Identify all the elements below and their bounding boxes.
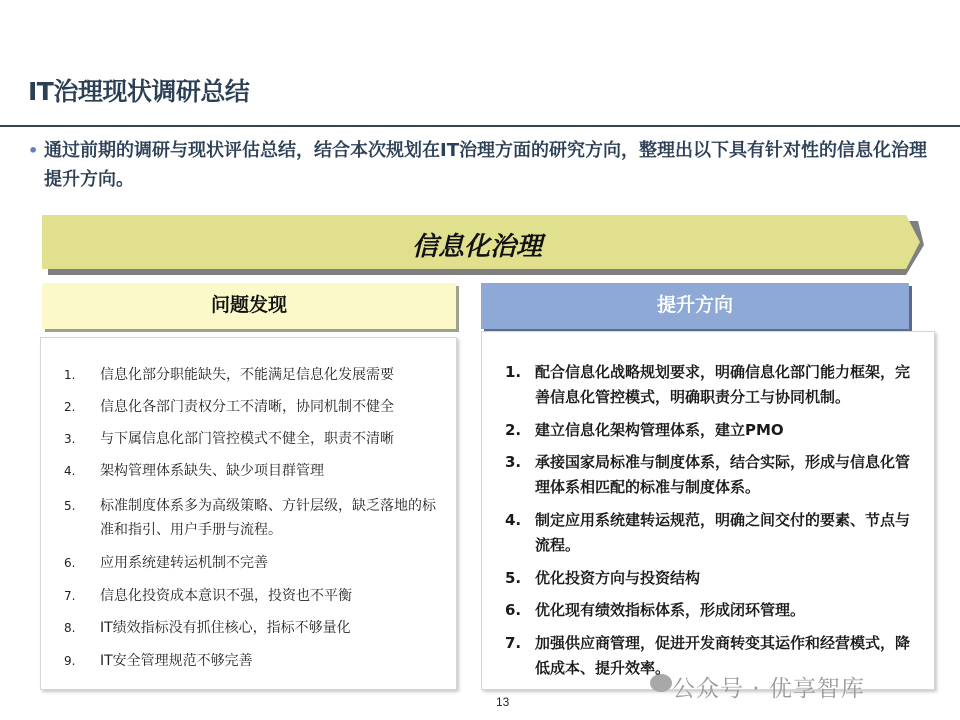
item-number: 2. <box>505 421 522 439</box>
item-number: 5. <box>505 569 522 587</box>
page-number: 13 <box>496 695 510 709</box>
slide-title: IT治理现状调研总结 <box>28 77 250 106</box>
item-text: 建立信息化架构管理体系，建立PMO <box>535 421 784 439</box>
item-text: IT绩效指标没有抓住核心，指标不够量化 <box>100 620 351 636</box>
item-number: 6. <box>505 601 522 619</box>
item-number: 4. <box>505 511 522 529</box>
intro-text: 通过前期的调研与现状评估总结，结合本次规划在IT治理方面的研究方向，整理出以下具有针对性的信息化治理提升方向。 <box>44 140 927 190</box>
problem-item <box>64 649 440 673</box>
intro-bullet <box>28 136 928 194</box>
problems-header: 问题发现 <box>42 283 456 329</box>
item-number: 8. <box>64 621 76 635</box>
improvement-item <box>505 450 915 500</box>
item-number: 9. <box>64 654 76 668</box>
item-number: 1. <box>505 363 522 381</box>
improvement-item <box>505 508 915 558</box>
item-number: 3. <box>64 432 76 446</box>
item-number: 3. <box>505 453 522 471</box>
item-text: 架构管理体系缺失、缺少项目群管理 <box>100 463 324 479</box>
item-text: 配合信息化战略规划要求，明确信息化部门能力框架，完善信息化管控模式，明确职责分工与协同机制。 <box>535 363 911 406</box>
banner-title: 信息化治理 <box>411 232 542 262</box>
problem-item <box>64 584 440 608</box>
item-text: 信息化各部门责权分工不清晰，协同机制不健全 <box>100 399 394 415</box>
problem-item <box>64 459 440 483</box>
item-text: 优化投资方向与投资结构 <box>535 569 701 587</box>
item-text: 信息化投资成本意识不强，投资也不平衡 <box>100 588 352 604</box>
item-number: 1. <box>64 368 76 382</box>
improvement-item <box>505 598 915 623</box>
problem-item <box>64 616 440 640</box>
item-text: 应用系统建转运机制不完善 <box>100 555 268 571</box>
item-text: 信息化部分职能缺失，不能满足信息化发展需要 <box>100 367 394 383</box>
item-text: IT安全管理规范不够完善 <box>100 653 253 669</box>
item-text: 加强供应商管理，促进开发商转变其运作和经营模式，降低成本、提升效率。 <box>535 634 911 677</box>
item-number: 5. <box>64 499 76 513</box>
improvement-item <box>505 360 915 410</box>
problem-item <box>64 494 440 542</box>
problem-item <box>64 395 440 419</box>
item-number: 6. <box>64 556 76 570</box>
item-number: 7. <box>64 589 76 603</box>
item-number: 4. <box>64 464 76 478</box>
bullet-icon: • <box>28 141 39 160</box>
watermark: 公众号 · 优享智库 <box>672 676 865 702</box>
item-text: 承接国家局标准与制度体系，结合实际，形成与信息化管理体系相匹配的标准与制度体系。 <box>535 453 911 496</box>
item-number: 7. <box>505 634 522 652</box>
improvement-item <box>505 566 915 591</box>
title-divider <box>0 125 960 127</box>
problem-item <box>64 363 440 387</box>
item-text: 与下属信息化部门管控模式不健全，职责不清晰 <box>100 431 394 447</box>
problem-item <box>64 427 440 451</box>
problem-item <box>64 551 440 575</box>
improvements-header: 提升方向 <box>481 283 909 329</box>
item-text: 制定应用系统建转运规范，明确之间交付的要素、节点与流程。 <box>535 511 911 554</box>
improvement-item <box>505 418 915 443</box>
item-text: 标准制度体系多为高级策略、方针层级，缺乏落地的标准和指引、用户手册与流程。 <box>100 498 436 538</box>
improvement-item <box>505 631 915 681</box>
item-text: 优化现有绩效指标体系，形成闭环管理。 <box>535 601 806 619</box>
item-number: 2. <box>64 400 76 414</box>
